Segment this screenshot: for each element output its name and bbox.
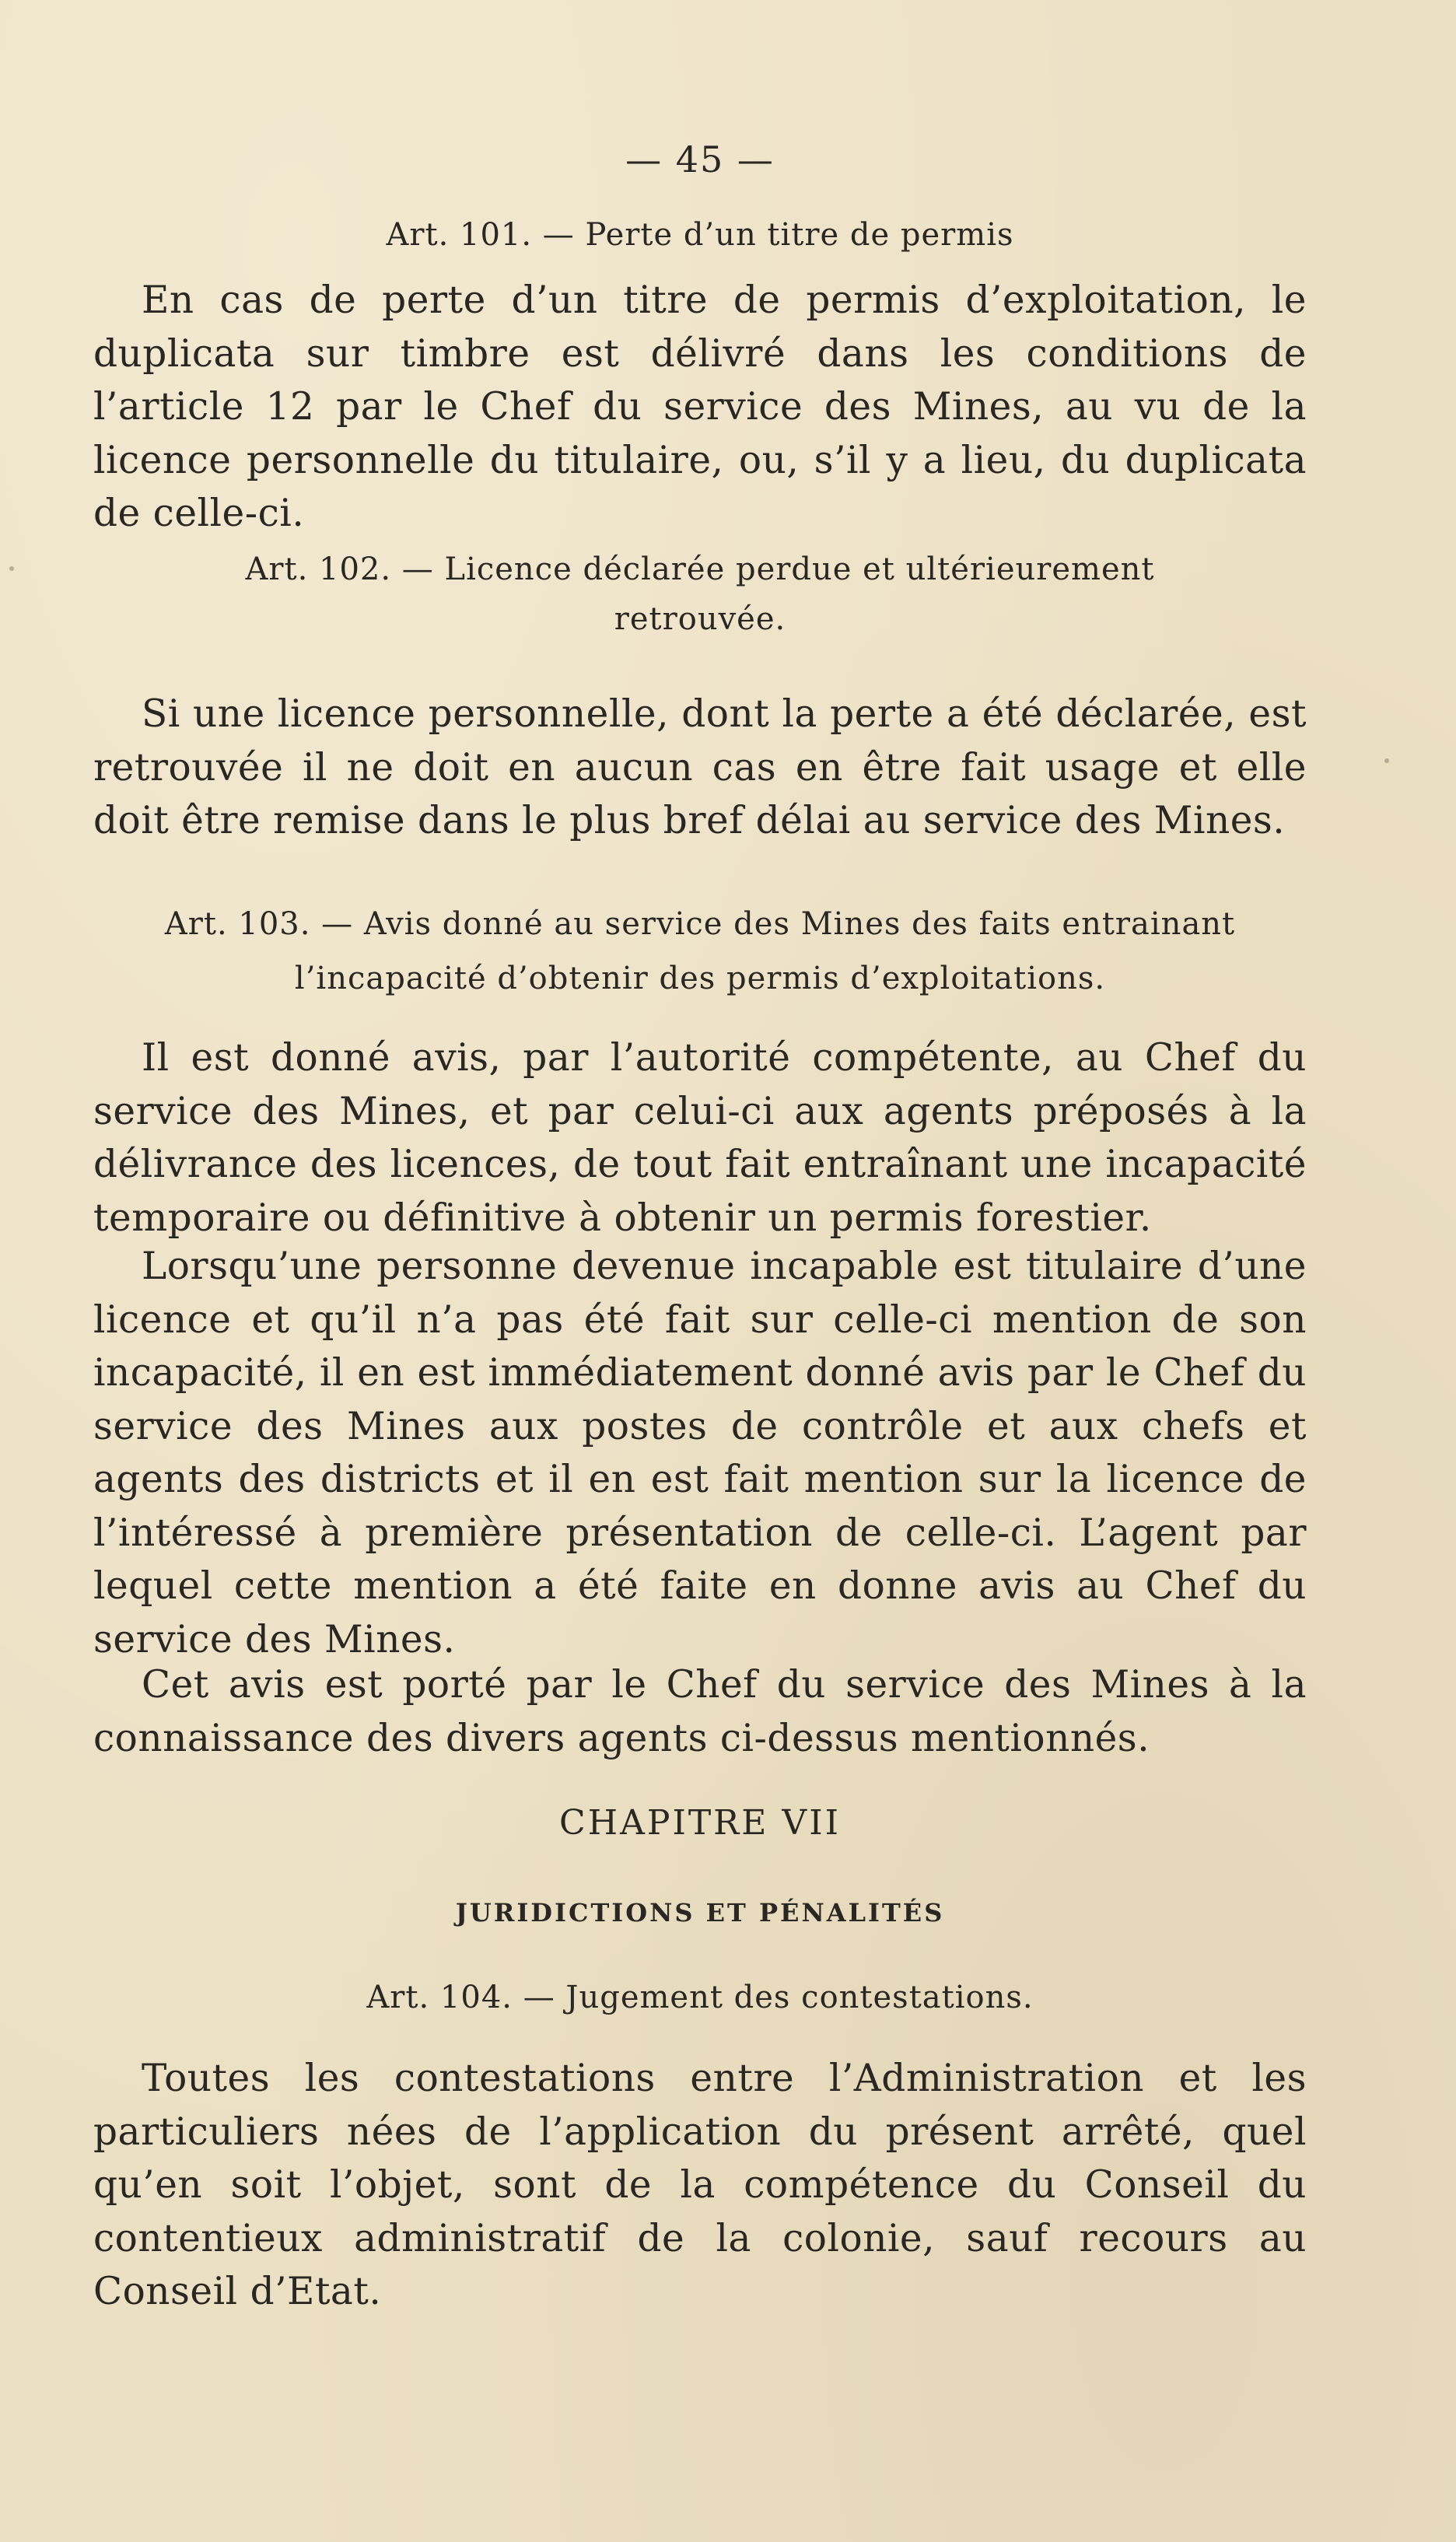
- paper-speck: [9, 566, 14, 571]
- page-number: — 45 —: [625, 138, 775, 180]
- article-104-heading: Art. 104. — Jugement des contestations.: [366, 1980, 1034, 2015]
- chapter-subtitle: JURIDICTIONS ET PÉNALITÉS: [455, 1898, 945, 1928]
- article-103-paragraph-1: Il est donné avis, par l’autorité compétente, au Chef du service des Mines, et par celui-ci aux agents préposés à la délivrance des licences, de tout fait entraînant une incapacité temporaire ou définitive à obtenir un permis forestier.: [93, 1036, 1307, 1240]
- article-101-heading: Art. 101. — Perte d’un titre de permis: [386, 217, 1014, 253]
- article-101-paragraph: En cas de perte d’un titre de permis d’exploitation, le duplicata sur timbre est délivré dans les conditions de l’article 12 par le Chef du service des Mines, au vu de la licence personnelle du titulaire, ou, s’il y a lieu, du duplicata de celle-ci.: [93, 278, 1307, 535]
- article-102-heading-line1: Art. 102. — Licence déclarée perdue et ultérieurement: [245, 551, 1155, 587]
- chapter-title: CHAPITRE VII: [559, 1803, 841, 1843]
- article-103-heading-line1: Art. 103. — Avis donné au service des Mines des faits entrainant: [164, 906, 1236, 942]
- article-103-heading-line2: l’incapacité d’obtenir des permis d’exploitations.: [294, 961, 1106, 996]
- article-104-paragraph: Toutes les contestations entre l’Administration et les particuliers nées de l’application du présent arrêté, quel qu’en soit l’objet, sont de la compétence du Conseil du contentieux administratif de la colonie, sauf recours au Conseil d’Etat.: [93, 2057, 1307, 2313]
- paper-speck: [1384, 758, 1389, 763]
- article-103-paragraph-3: Cet avis est porté par le Chef du service des Mines à la connaissance des divers agents ci-dessus mentionnés.: [93, 1663, 1307, 1760]
- article-103-paragraph-2: Lorsqu’une personne devenue incapable est titulaire d’une licence et qu’il n’a pas été fait sur celle-ci mention de son incapacité, il en est immédiatement donné avis par le Chef du service des Mines aux postes de contrôle et aux chefs et agents des districts et il en est fait mention sur la licence de l’intéressé à première présentation de celle-ci. L’agent par lequel cette mention a été faite en donne avis au Chef du service des Mines.: [93, 1245, 1307, 1661]
- article-102-heading-line2: retrouvée.: [614, 601, 786, 637]
- article-102-paragraph: Si une licence personnelle, dont la perte a été déclarée, est retrouvée il ne doit en aucun cas en être fait usage et elle doit être remise dans le plus bref délai au service des Mines.: [93, 692, 1307, 842]
